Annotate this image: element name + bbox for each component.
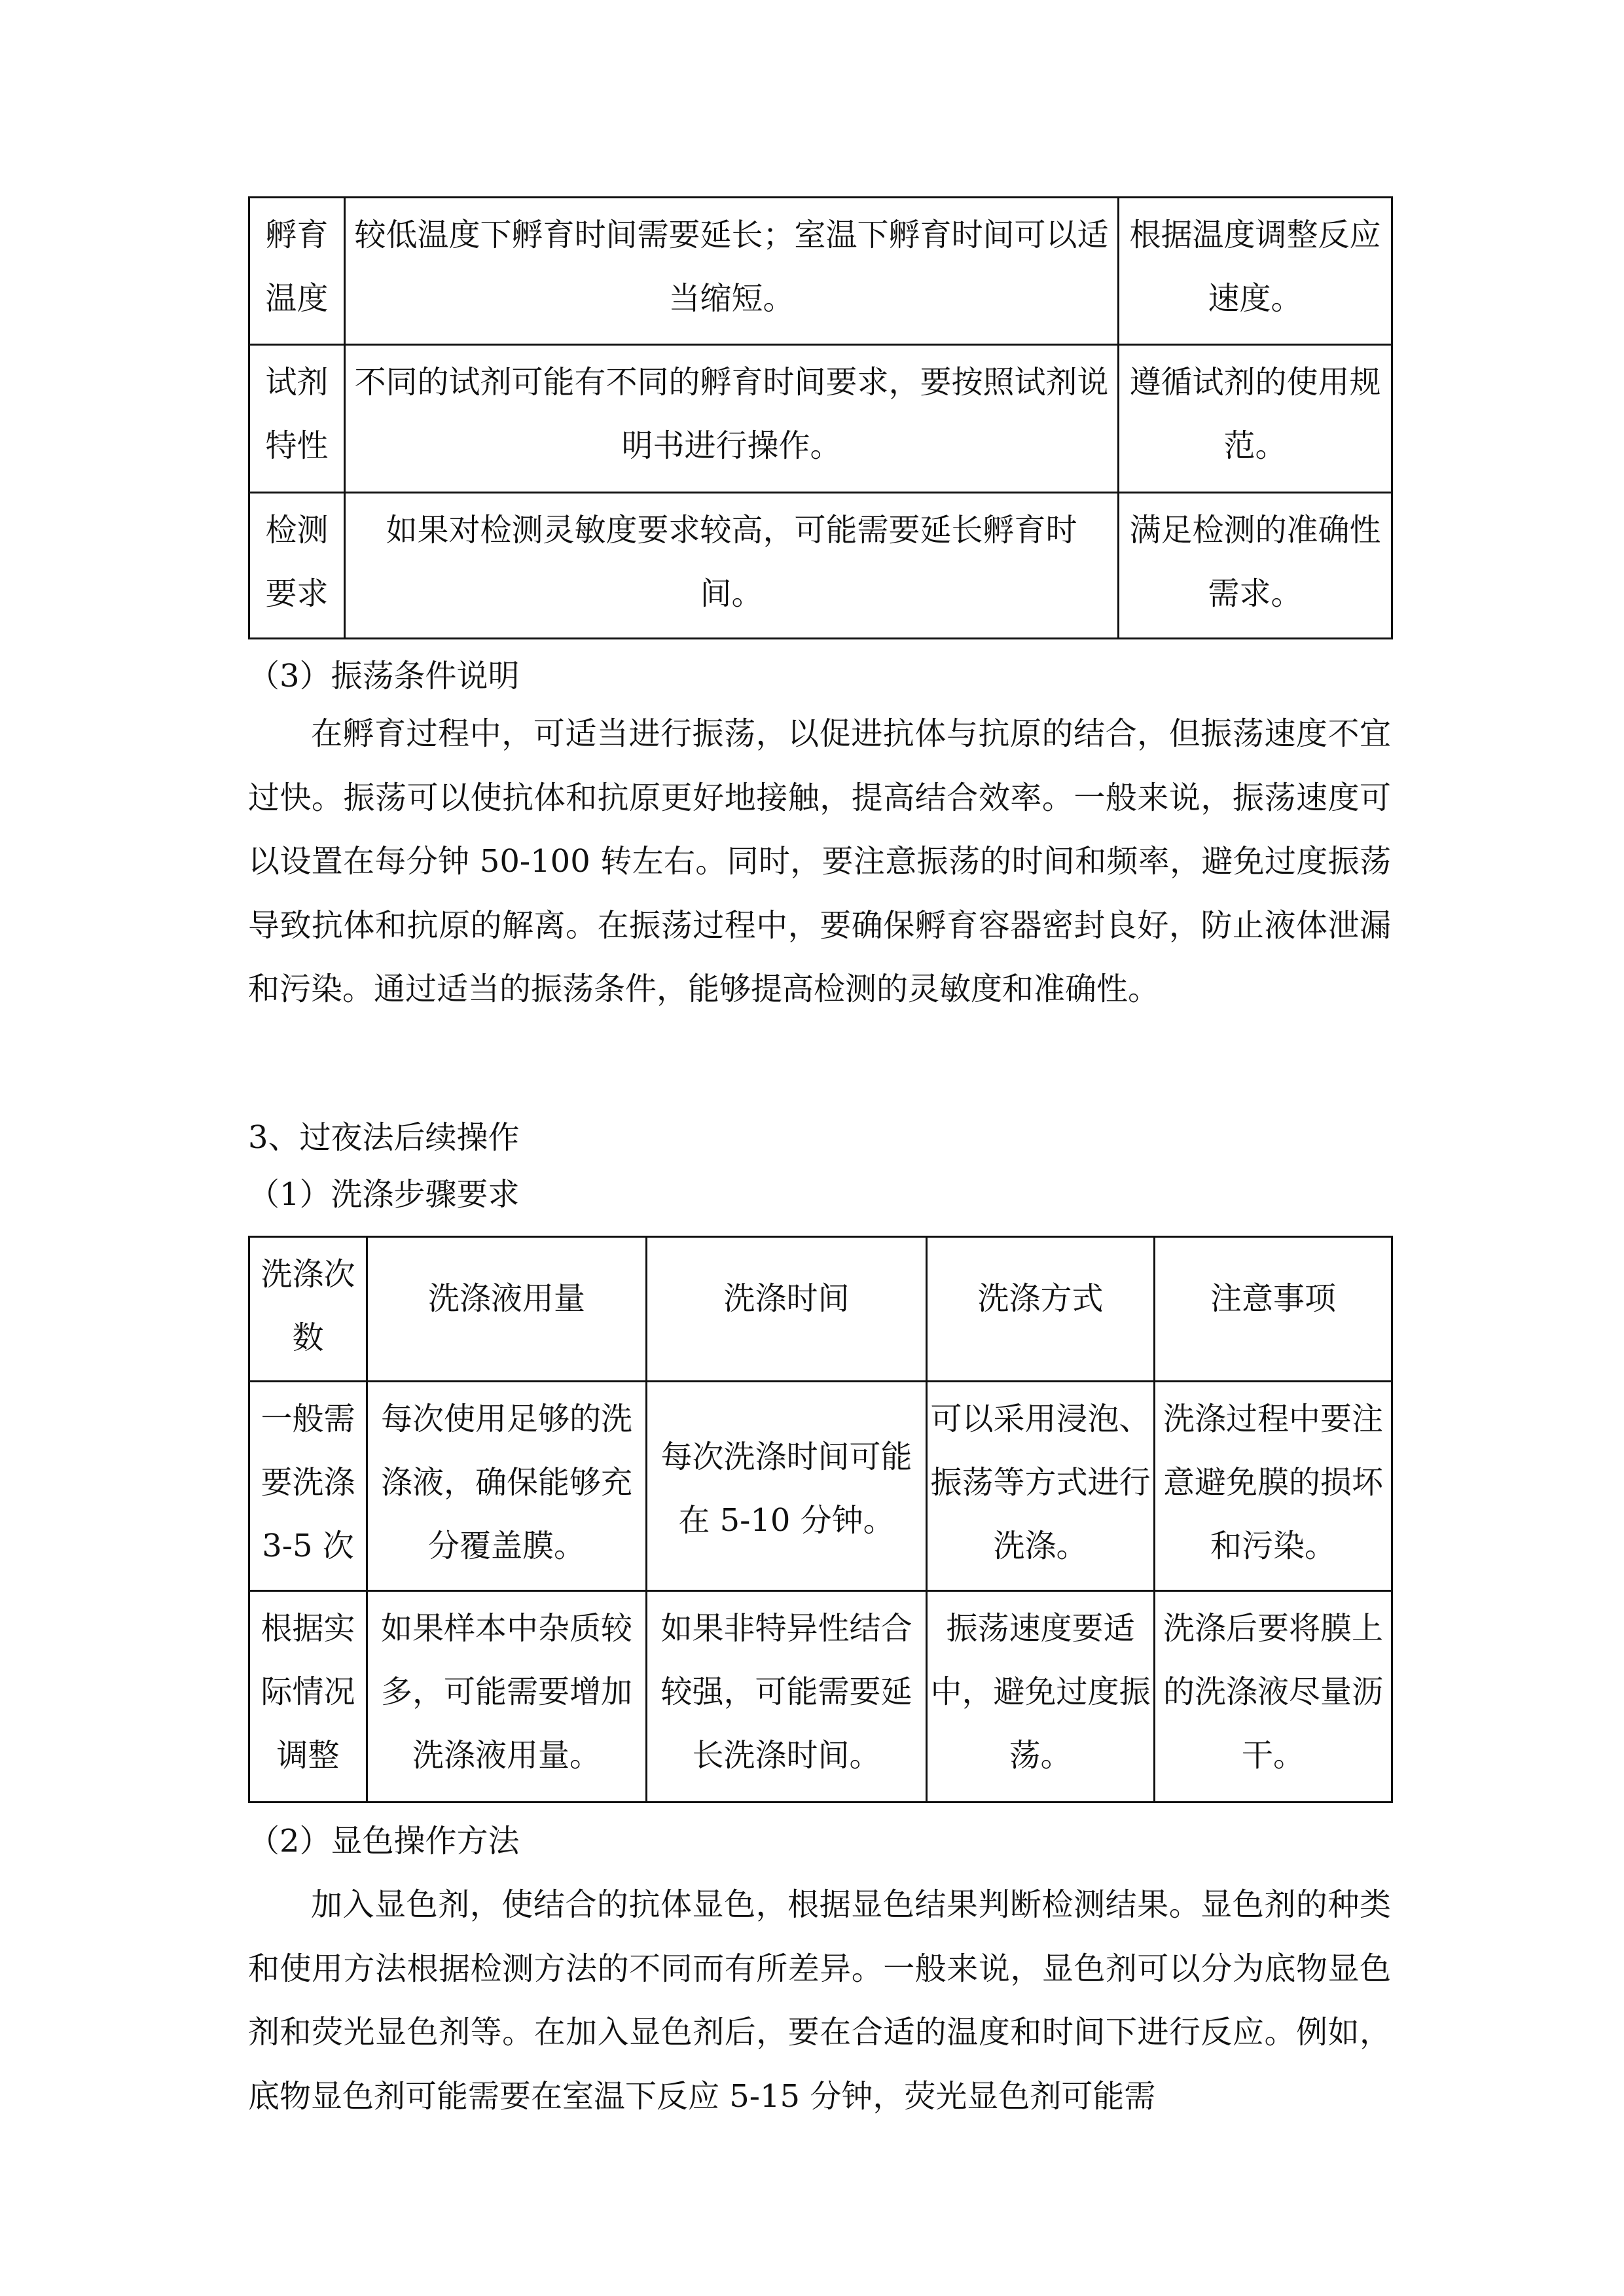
header-cell: 洗涤次数 <box>249 1237 367 1382</box>
header-cell: 洗涤液用量 <box>367 1237 647 1382</box>
section-heading-shaking: （3）振荡条件说明 <box>248 658 520 694</box>
table-row <box>249 198 1392 345</box>
table-row <box>249 345 1392 493</box>
table-cell: 每次使用足够的洗涤液，确保能够充分覆盖膜。 <box>367 1382 647 1591</box>
washing-steps-table <box>248 1236 1393 1803</box>
table-cell: 可以采用浸泡、振荡等方式进行洗涤。 <box>927 1382 1155 1591</box>
section-heading-followup: 3、过夜法后续操作 <box>248 1119 520 1156</box>
table-cell: 如果非特异性结合较强，可能需要延长洗涤时间。 <box>647 1591 927 1803</box>
table-cell: 如果样本中杂质较多，可能需要增加洗涤液用量。 <box>367 1591 647 1803</box>
header-cell: 洗涤方式 <box>927 1237 1155 1382</box>
section-heading-color: （2）显色操作方法 <box>248 1823 520 1859</box>
table-cell: 振荡速度要适中，避免过度振荡。 <box>927 1591 1155 1803</box>
section-subheading-washing: （1）洗涤步骤要求 <box>248 1176 520 1213</box>
shaking-paragraph: 在孵育过程中，可适当进行振荡，以促进抗体与抗原的结合，但振荡速度不宜过快。振荡可以使抗体和抗原更好地接触，提高结合效率。一般来说，振荡速度可以设置在每分钟 50-100 转左右。同时，要注意振荡的时间和频率，避免过度振荡导致抗体和抗原的解离。在振荡过程中，要确保孵育容器密封良好，防止液体泄漏和污染。通过适当的振荡条件，能够提高检测的灵敏度和准确性。 <box>248 715 1391 1008</box>
header-cell: 注意事项 <box>1155 1237 1392 1382</box>
factor-cell: 检测要求 <box>249 493 345 639</box>
table-cell: 每次洗涤时间可能在 5-10 分钟。 <box>647 1382 927 1591</box>
factor-cell: 试剂特性 <box>249 345 345 493</box>
description-cell: 不同的试剂可能有不同的孵育时间要求，要按照试剂说明书进行操作。 <box>345 345 1119 493</box>
description-cell: 较低温度下孵育时间需要延长；室温下孵育时间可以适当缩短。 <box>345 198 1119 345</box>
header-cell: 洗涤时间 <box>647 1237 927 1382</box>
table-cell: 洗涤后要将膜上的洗涤液尽量沥干。 <box>1155 1591 1392 1803</box>
factor-cell: 孵育温度 <box>249 198 345 345</box>
table-row <box>249 1591 1392 1803</box>
table-cell: 洗涤过程中要注意避免膜的损坏和污染。 <box>1155 1382 1392 1591</box>
purpose-cell: 满足检测的准确性需求。 <box>1119 493 1392 639</box>
table-row <box>249 493 1392 639</box>
table-row <box>249 1382 1392 1591</box>
purpose-cell: 遵循试剂的使用规范。 <box>1119 345 1392 493</box>
color-paragraph: 加入显色剂，使结合的抗体显色，根据显色结果判断检测结果。显色剂的种类和使用方法根据检测方法的不同而有所差异。一般来说，显色剂可以分为底物显色剂和荧光显色剂等。在加入显色剂后，要在合适的温度和时间下进行反应。例如，底物显色剂可能需要在室温下反应 5-15 分钟，荧光显色剂可能需 <box>248 1886 1391 2115</box>
table-cell: 根据实际情况调整 <box>249 1591 367 1803</box>
table-cell: 一般需要洗涤 3-5 次 <box>249 1382 367 1591</box>
description-cell: 如果对检测灵敏度要求较高，可能需要延长孵育时间。 <box>345 493 1119 639</box>
incubation-factors-table <box>248 196 1393 639</box>
table-header-row <box>249 1237 1392 1382</box>
purpose-cell: 根据温度调整反应速度。 <box>1119 198 1392 345</box>
